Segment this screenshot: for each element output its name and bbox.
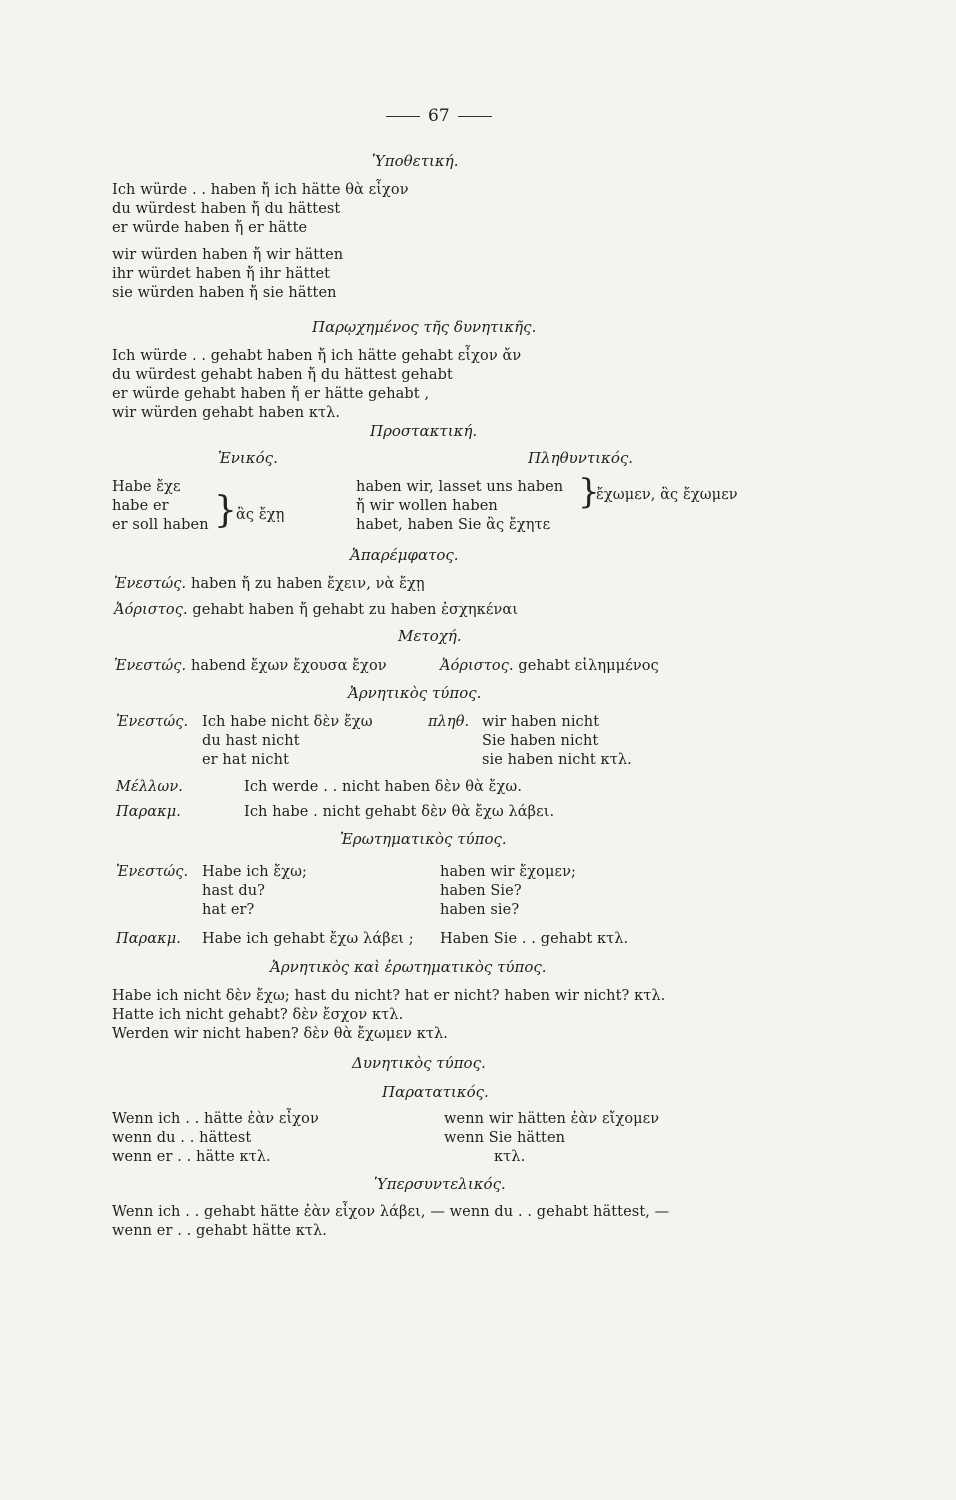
text-line: wenn du . . hättest: [112, 1130, 252, 1146]
text-line: Ich habe nicht δὲν ἔχω: [202, 714, 373, 730]
text-line: sie würden haben ἤ sie hätten: [112, 285, 337, 301]
text-line: Haben Sie . . gehabt κτλ.: [440, 931, 629, 947]
text-line: Werden wir nicht haben? δὲν θὰ ἔχωμεν κτλ.: [112, 1026, 448, 1042]
heading-plethyntikos: Πληθυντικός.: [528, 449, 634, 467]
line-label: Ἐνεστώς.: [116, 864, 189, 880]
text-line: du würdest gehabt haben ἤ du hättest gehabt: [112, 367, 453, 383]
text-line: wir würden haben ἤ wir hätten: [112, 247, 344, 263]
heading-metoche: Μετοχή.: [398, 627, 462, 645]
heading-arn-erot: Ἀρνητικὸς καὶ ἐρωτηματικὸς τύπος.: [270, 958, 547, 976]
line-label: πληθ.: [428, 714, 470, 730]
text-line: er würde haben ἤ er hätte: [112, 220, 308, 236]
text-line: Habe ich nicht δὲν ἔχω; hast du nicht? hat er nicht? haben wir nicht? κτλ.: [112, 988, 666, 1004]
text-line: Wenn ich . . gehabt hätte ἐὰν εἶχον λάβει, — wenn du . . gehabt hättest, —: [112, 1204, 670, 1220]
text-line: Habe ich ἔχω;: [202, 864, 308, 880]
text-line: du würdest haben ἤ du hättest: [112, 201, 341, 217]
text-line: wenn wir hätten ἐὰν εἴχομεν: [444, 1111, 660, 1127]
text-line: haben sie?: [440, 902, 520, 918]
text-line: wir haben nicht: [482, 714, 600, 730]
text-line: Ich würde . . gehabt haben ἤ ich hätte gehabt εἶχον ἄν: [112, 348, 522, 364]
line-label: Ἐνεστώς.: [114, 658, 187, 674]
text-line: [114, 601, 518, 619]
dash-right: [458, 116, 492, 117]
heading-arnetikos: Ἀρνητικὸς τύπος.: [348, 684, 482, 702]
line-label: Παρακμ.: [116, 931, 181, 947]
line-label: Ἐνεστώς.: [114, 576, 187, 592]
text-line: ἤ wir wollen haben: [356, 498, 498, 514]
page-number: [378, 106, 500, 126]
text-line: Wenn ich . . hätte ἐὰν εἶχον: [112, 1111, 319, 1127]
heading-hypersyntelikos: Ὑπερσυντελικός.: [374, 1175, 506, 1193]
heading-dynetikos: Δυνητικὸς τύπος.: [352, 1054, 486, 1072]
line-text: gehabt εἰλημμένος: [518, 658, 659, 674]
text-line: er hat nicht: [202, 752, 290, 768]
text-line: er würde gehabt haben ἤ er hätte gehabt ,: [112, 386, 430, 402]
heading-prostaktike: Προστακτική.: [370, 422, 478, 440]
text-line: Ich würde . . haben ἤ ich hätte θὰ εἶχον: [112, 182, 409, 198]
page-number-text: 67: [428, 106, 450, 126]
text-line: haben wir, lasset uns haben: [356, 479, 564, 495]
line-text: gehabt haben ἤ gehabt zu haben ἐσχηκέναι: [192, 602, 519, 618]
text-line: Habe ἔχε: [112, 479, 181, 495]
text-line: [440, 657, 659, 675]
text-line: haben wir ἔχομεν;: [440, 864, 577, 880]
heading-paratatikos: Παρατατικός.: [382, 1083, 489, 1101]
text-line: habe er: [112, 498, 169, 514]
line-text: habend ἔχων ἔχουσα ἔχον: [190, 658, 387, 674]
text-line: ἂς ἔχῃ: [236, 507, 285, 523]
dash-left: [386, 116, 420, 117]
text-line: wenn Sie hätten: [444, 1130, 566, 1146]
text-line: ἔχωμεν, ἂς ἔχωμεν: [596, 487, 738, 503]
text-line: Sie haben nicht: [482, 733, 599, 749]
text-line: hat er?: [202, 902, 255, 918]
line-label: Ἐνεστώς.: [116, 714, 189, 730]
line-label: Μέλλων.: [116, 779, 183, 795]
line-text: haben ἤ zu haben ἔχειν, νὰ ἔχῃ: [190, 576, 425, 592]
text-line: er soll haben: [112, 517, 209, 533]
text-line: Habe ich gehabt ἔχω λάβει ;: [202, 931, 414, 947]
text-line: Hatte ich nicht gehabt? δὲν ἔσχον κτλ.: [112, 1007, 404, 1023]
line-label: Ἀόριστος.: [440, 658, 514, 674]
text-line: Ich werde . . nicht haben δὲν θὰ ἔχω.: [244, 779, 523, 795]
text-line: wir würden gehabt haben κτλ.: [112, 405, 341, 421]
heading-hypothetike: Ὑποθετική.: [372, 152, 459, 170]
text-line: sie haben nicht κτλ.: [482, 752, 632, 768]
text-line: hast du?: [202, 883, 266, 899]
heading-enikos: Ἐνικός.: [218, 449, 278, 467]
line-label: Ἀόριστος.: [114, 602, 188, 618]
heading-parochemenos: Παρῳχημένος τῆς δυνητικῆς.: [312, 318, 537, 336]
line-label: Παρακμ.: [116, 804, 181, 820]
text-line: wenn er . . gehabt hätte κτλ.: [112, 1223, 328, 1239]
text-line: Ich habe . nicht gehabt δὲν θὰ ἔχω λάβει.: [244, 804, 555, 820]
text-line: habet, haben Sie ἂς ἔχητε: [356, 517, 551, 533]
text-line: du hast nicht: [202, 733, 300, 749]
text-line: wenn er . . hätte κτλ.: [112, 1149, 271, 1165]
heading-erotematikos: Ἐρωτηματικὸς τύπος.: [340, 830, 507, 848]
text-line: ihr würdet haben ἤ ihr hättet: [112, 266, 331, 282]
brace: }: [578, 472, 600, 512]
text-line: [114, 657, 387, 675]
heading-aparemphatos: Ἀπαρέμφατος.: [350, 546, 459, 564]
text-line: [114, 575, 425, 593]
text-line: κτλ.: [494, 1149, 526, 1165]
brace: }: [214, 490, 237, 531]
text-line: haben Sie?: [440, 883, 522, 899]
